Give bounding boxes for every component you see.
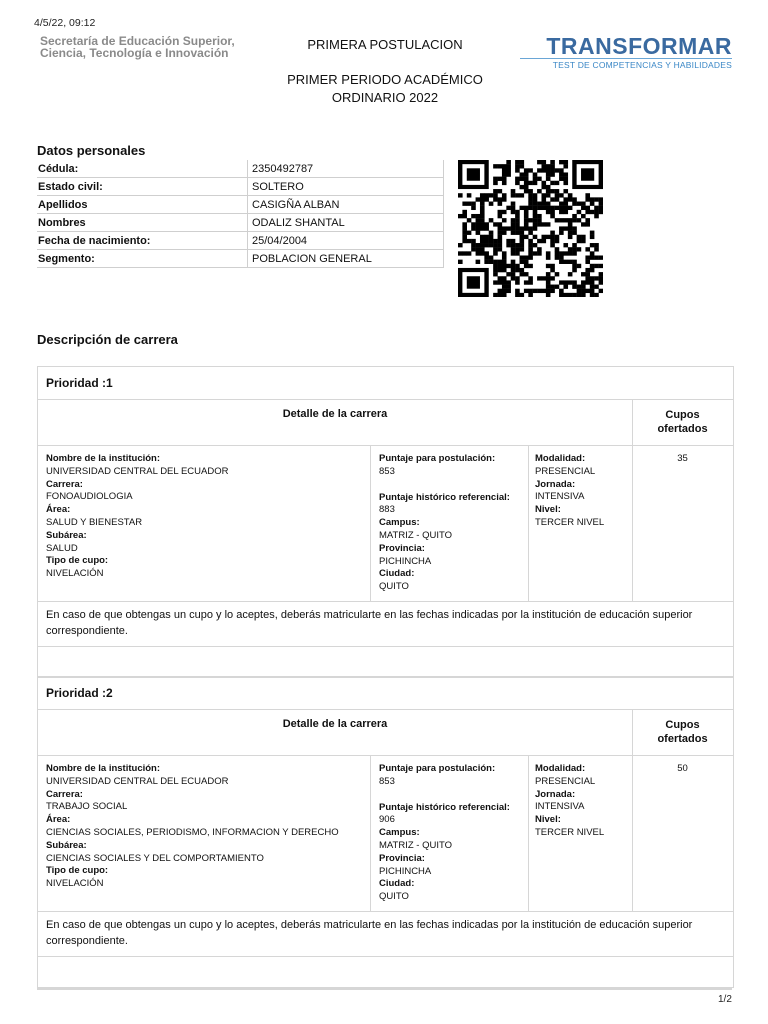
- schedule-label: Jornada:: [535, 478, 576, 490]
- field-label: Segmento:: [37, 250, 248, 268]
- area-label: Área:: [46, 504, 71, 516]
- province-label: Provincia:: [379, 852, 425, 864]
- career-label: Carrera:: [46, 788, 83, 800]
- score-value: 853: [379, 775, 395, 787]
- transformar-logo: [520, 34, 732, 70]
- cupo-type-label: Tipo de cupo:: [46, 555, 109, 567]
- score-value: 853: [379, 465, 395, 477]
- modality-column: [529, 446, 633, 601]
- table-row: [37, 160, 444, 178]
- level-label: Nivel:: [535, 504, 561, 516]
- secretaria-logo-line1: Secretaría de Educación Superior,: [40, 34, 235, 48]
- score-label: Puntaje para postulación:: [379, 453, 496, 464]
- page-number: 1/2: [718, 994, 732, 1005]
- institution-column: [38, 756, 371, 911]
- institution-column: [38, 446, 371, 601]
- historic-score-label: Puntaje histórico referencial:: [379, 801, 510, 813]
- subarea-value: SALUD: [46, 542, 78, 554]
- career-detail-row: [38, 756, 733, 912]
- province-label: Provincia:: [379, 542, 425, 554]
- cupos-header-line1: Cupos: [665, 719, 700, 731]
- campus-value: MATRIZ - QUITO: [379, 839, 453, 851]
- career-label: Carrera:: [46, 478, 83, 490]
- career-value: TRABAJO SOCIAL: [46, 801, 128, 813]
- cupos-header-line1: Cupos: [665, 409, 700, 421]
- subarea-label: Subárea:: [46, 839, 87, 851]
- enrollment-notice: En caso de que obtengas un cupo y lo aceptes, deberás matricularte en las fechas indicadas por la institución de educación superior correspondiente.: [38, 602, 733, 647]
- empty-row: [38, 647, 733, 677]
- modality-value: PRESENCIAL: [535, 775, 596, 787]
- transformar-logo-tagline: TEST DE COMPETENCIAS Y HABILIDADES: [520, 58, 732, 70]
- level-value: TERCER NIVEL: [535, 516, 605, 528]
- province-value: PICHINCHA: [379, 555, 432, 567]
- transformar-logo-word: TRANSFORMAR: [546, 33, 732, 59]
- area-value: SALUD Y BIENESTAR: [46, 516, 143, 528]
- cupos-header: [633, 400, 732, 445]
- career-detail-header: Detalle de la carrera: [38, 710, 633, 755]
- field-label: Nombres: [37, 214, 248, 232]
- table-row: [37, 250, 444, 268]
- area-label: Área:: [46, 814, 71, 826]
- career-header-row: [38, 710, 733, 756]
- province-value: PICHINCHA: [379, 865, 432, 877]
- document-title: PRIMERA POSTULACION: [307, 37, 463, 52]
- modality-column: [529, 756, 633, 911]
- secretaria-logo: [40, 35, 235, 59]
- area-value: CIENCIAS SOCIALES, PERIODISMO, INFORMACION Y DERECHO: [46, 826, 339, 838]
- score-column: [371, 756, 529, 911]
- field-label: Cédula:: [37, 160, 248, 178]
- table-row: [37, 232, 444, 250]
- cupos-header: [633, 710, 732, 755]
- career-detail-row: [38, 446, 733, 602]
- qr-code: [458, 160, 603, 297]
- subarea-value: CIENCIAS SOCIALES Y DEL COMPORTAMIENTO: [46, 852, 264, 864]
- priority-title: Prioridad :2: [38, 677, 733, 710]
- schedule-value: INTENSIVA: [535, 491, 585, 503]
- field-value: SOLTERO: [248, 178, 444, 196]
- historic-score-value: 906: [379, 814, 395, 826]
- level-value: TERCER NIVEL: [535, 826, 605, 838]
- cupo-type-value: NIVELACIÓN: [46, 568, 104, 580]
- empty-row: [38, 957, 733, 987]
- table-row: [37, 196, 444, 214]
- cupos-header-line2: ofertados: [657, 733, 708, 745]
- cupos-value: 50: [677, 763, 688, 774]
- career-header-row: [38, 400, 733, 446]
- field-label: Apellidos: [37, 196, 248, 214]
- priority-title: Prioridad :1: [38, 367, 733, 400]
- field-value: POBLACION GENERAL: [248, 250, 444, 268]
- secretaria-logo-line2: Ciencia, Tecnología e Innovación: [40, 46, 229, 60]
- table-row: [37, 178, 444, 196]
- city-value: QUITO: [379, 581, 409, 593]
- personal-data-title: Datos personales: [37, 143, 146, 158]
- cupos-value: 35: [677, 453, 688, 464]
- city-value: QUITO: [379, 891, 409, 903]
- enrollment-notice: En caso de que obtengas un cupo y lo aceptes, deberás matricularte en las fechas indicadas por la institución de educación superior correspondiente.: [38, 912, 733, 957]
- historic-score-value: 883: [379, 504, 395, 516]
- institution-value: UNIVERSIDAD CENTRAL DEL ECUADOR: [46, 775, 229, 787]
- table-row: [37, 214, 444, 232]
- career-value: FONOAUDIOLOGIA: [46, 491, 133, 503]
- institution-label: Nombre de la institución:: [46, 763, 161, 774]
- period-subtitle: ORDINARIO 2022: [331, 90, 439, 105]
- subarea-label: Subárea:: [46, 529, 87, 541]
- print-timestamp: 4/5/22, 09:12: [34, 17, 96, 29]
- score-column: [371, 446, 529, 601]
- campus-label: Campus:: [379, 827, 420, 839]
- period-title: PRIMER PERIODO ACADÉMICO: [287, 72, 483, 87]
- institution-value: UNIVERSIDAD CENTRAL DEL ECUADOR: [46, 465, 229, 477]
- field-value: 25/04/2004: [248, 232, 444, 250]
- page-divider: [37, 988, 732, 990]
- city-label: Ciudad:: [379, 878, 415, 890]
- career-section-title: Descripción de carrera: [37, 332, 178, 347]
- cupo-type-value: NIVELACIÓN: [46, 878, 104, 890]
- career-priority-2: [37, 676, 734, 988]
- institution-label: Nombre de la institución:: [46, 453, 161, 464]
- career-priority-1: [37, 366, 734, 678]
- field-value: 2350492787: [248, 160, 444, 178]
- historic-score-label: Puntaje histórico referencial:: [379, 491, 510, 503]
- cupos-header-line2: ofertados: [657, 423, 708, 435]
- modality-label: Modalidad:: [535, 453, 586, 464]
- modality-value: PRESENCIAL: [535, 465, 596, 477]
- field-label: Fecha de nacimiento:: [37, 232, 248, 250]
- personal-data-table: [37, 160, 444, 268]
- field-label: Estado civil:: [37, 178, 248, 196]
- career-detail-header: Detalle de la carrera: [38, 400, 633, 445]
- cupo-type-label: Tipo de cupo:: [46, 865, 109, 877]
- field-value: CASIGÑA ALBAN: [248, 196, 444, 214]
- level-label: Nivel:: [535, 814, 561, 826]
- schedule-label: Jornada:: [535, 788, 576, 800]
- schedule-value: INTENSIVA: [535, 801, 585, 813]
- score-label: Puntaje para postulación:: [379, 763, 496, 774]
- field-value: ODALIZ SHANTAL: [248, 214, 444, 232]
- city-label: Ciudad:: [379, 568, 415, 580]
- campus-label: Campus:: [379, 517, 420, 529]
- modality-label: Modalidad:: [535, 763, 586, 774]
- campus-value: MATRIZ - QUITO: [379, 529, 453, 541]
